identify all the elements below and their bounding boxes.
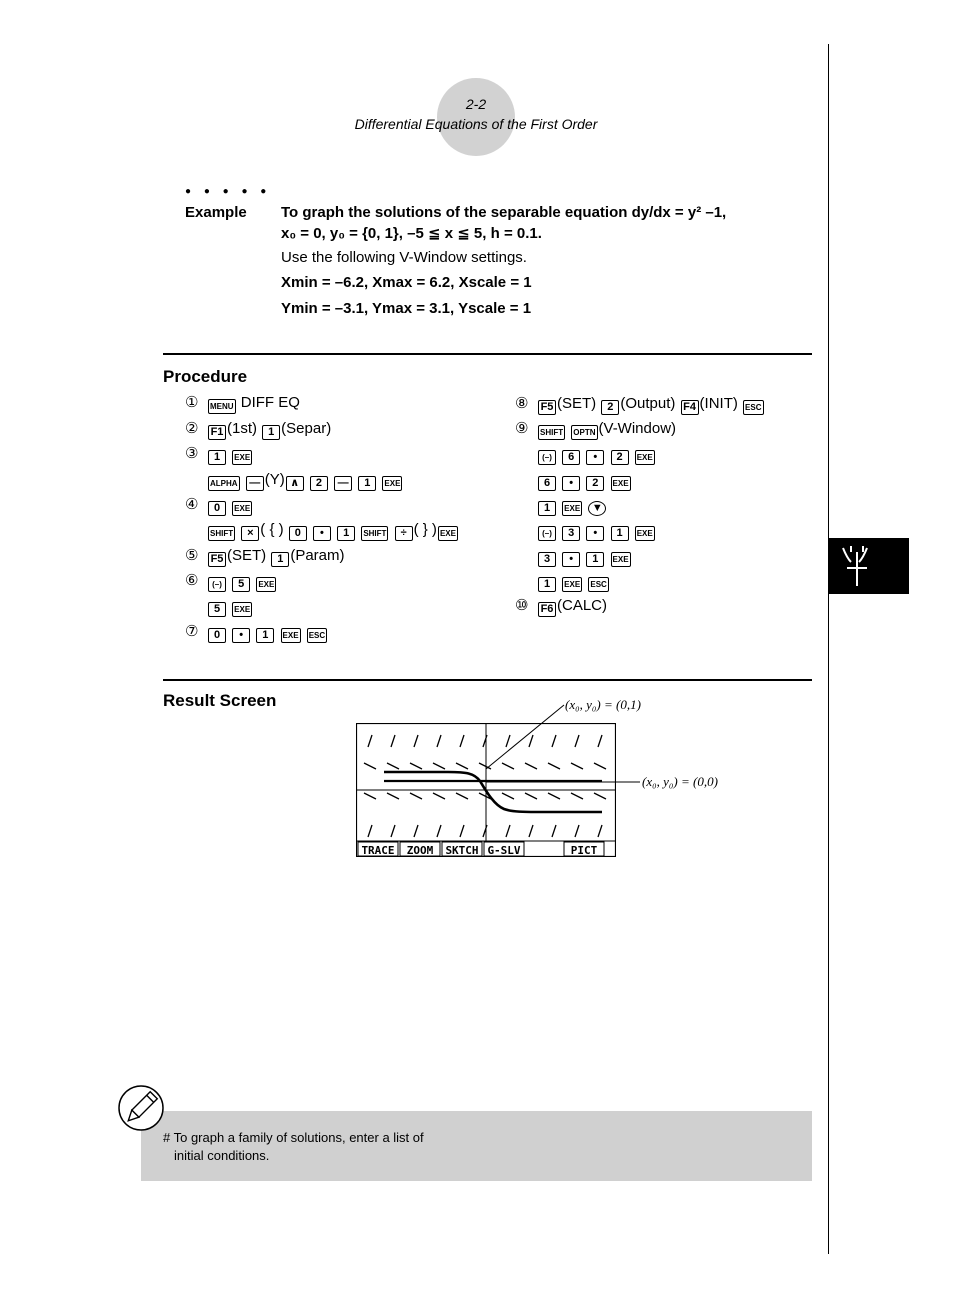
example-dots: ● ● ● ● ● [185,186,272,197]
note-line-2: initial conditions. [174,1148,270,1163]
step-number: ⑧ [515,395,529,412]
step-number: ⑩ [515,597,529,614]
step-6-line-2 [207,597,253,617]
key-6: 6 [562,450,580,465]
exe-key: EXE [232,501,252,516]
exe-key: EXE [256,577,276,592]
key-1: 1 [538,501,556,516]
key-1: 1 [358,476,376,491]
shift-key: SHIFT [361,526,388,541]
step-9-line-6 [537,547,632,567]
step-text: ( { ) [260,521,284,538]
step-9-line-3 [537,471,632,491]
cursor-down-key: ▼ [588,501,606,516]
diff-eq-tab-icon [829,538,909,594]
step-text: (Output) [620,395,676,412]
callout-lines [480,700,650,800]
function-menu [358,842,604,857]
step-2 [185,420,331,440]
key-3: 3 [538,552,556,567]
step-9-line-7 [537,572,610,592]
example-line-1: To graph the solutions of the separable equation dy/dx = y² –1, [281,204,727,221]
f5-key: F5 [538,400,556,415]
result-heading: Result Screen [163,691,277,710]
step-text: (SET) [557,395,597,412]
example-line-4: Xmin = –6.2, Xmax = 6.2, Xscale = 1 [281,274,532,291]
dot-key: • [562,476,580,491]
step-4-line-2 [207,521,459,541]
step-text: (Y) [264,471,285,488]
step-text: (CALC) [557,597,608,614]
f1-key: F1 [208,425,226,440]
step-10 [515,597,607,617]
key-0: 0 [289,526,307,541]
step-number: ⑦ [185,623,199,640]
key-5: 5 [232,577,250,592]
step-number: ⑤ [185,547,199,564]
exe-key: EXE [232,450,252,465]
key-0: 0 [208,501,226,516]
key-2: 2 [601,400,619,415]
margin-rule [828,44,829,1254]
procedure-heading: Procedure [163,367,248,386]
example-line-2: x₀ = 0, y₀ = {0, 1}, –5 ≦ x ≦ 5, h = 0.1. [281,225,542,242]
exe-key: EXE [281,628,301,643]
note-text [163,1129,424,1165]
step-text: (V-Window) [598,420,677,437]
f5-key: F5 [208,552,226,567]
example-line-5: Ymin = –3.1, Ymax = 3.1, Yscale = 1 [281,300,532,317]
step-text: (SET) [227,547,267,564]
step-7 [185,623,328,643]
key-1: 1 [256,628,274,643]
step-text: ( } ) [413,521,437,538]
shift-key: SHIFT [538,425,565,440]
esc-key: ESC [743,400,763,415]
exe-key: EXE [232,602,252,617]
example-label: Example [185,204,247,221]
exe-key: EXE [382,476,402,491]
key-1: 1 [538,577,556,592]
chapter-tab [829,538,909,594]
minus-key: — [334,476,352,491]
step-text: DIFF EQ [240,394,300,411]
key-1: 1 [337,526,355,541]
divide-key: ÷ [395,526,413,541]
shift-key: SHIFT [208,526,235,541]
key-1: 1 [208,450,226,465]
step-9-line-5 [537,521,656,541]
exe-key: EXE [611,476,631,491]
key-1: 1 [262,425,280,440]
key-6: 6 [538,476,556,491]
note-line-1: # To graph a family of solutions, enter a list of [163,1130,424,1145]
power-key: ∧ [286,476,304,491]
step-number: ① [185,394,199,411]
step-3-line-2 [207,471,403,491]
key-1: 1 [271,552,289,567]
dot-key: • [586,526,604,541]
exe-key: EXE [611,552,631,567]
dot-key: • [232,628,250,643]
page-number: 2-2 [465,96,487,112]
dot-key: • [586,450,604,465]
esc-key: ESC [588,577,608,592]
step-number: ② [185,420,199,437]
esc-key: ESC [307,628,327,643]
step-4 [185,496,253,516]
callout-initial-1: (x₀, y₀) = (0,1) [565,697,641,712]
function-key-label: PICT [570,844,598,857]
comma-key: • [313,526,331,541]
step-text: (Separ) [281,420,332,437]
step-number: ④ [185,496,199,513]
step-9 [515,420,676,440]
step-9-line-2 [537,445,656,465]
step-text: (Param) [290,547,345,564]
key-2: 2 [310,476,328,491]
exe-key: EXE [562,577,582,592]
step-text: (INIT) [699,395,738,412]
example-line-3: Use the following V-Window settings. [281,249,527,266]
function-key-label: SKTCH [445,844,479,857]
pencil-note-icon [117,1084,165,1132]
key-0: 0 [208,628,226,643]
function-key-label: TRACE [361,844,395,857]
result-rule [163,679,812,681]
exe-key: EXE [635,450,655,465]
key-2: 2 [611,450,629,465]
procedure-rule [163,353,812,355]
step-8 [515,395,765,415]
menu-key: MENU [208,399,236,414]
negative-key: (–) [208,577,226,592]
exe-key: EXE [562,501,582,516]
callout-line-1 [486,705,564,769]
step-text: (1st) [227,420,257,437]
minus-key: — [246,476,264,491]
negative-key: (–) [538,526,556,541]
step-9-line-4 [537,496,607,516]
key-1: 1 [611,526,629,541]
key-3: 3 [562,526,580,541]
exe-key: EXE [635,526,655,541]
optn-key: OPTN [571,425,597,440]
function-key-label: ZOOM [406,844,434,857]
step-number: ⑥ [185,572,199,589]
key-5: 5 [208,602,226,617]
key-1: 1 [586,552,604,567]
step-3 [185,445,253,465]
function-key-label: G-SLV [487,844,521,857]
f6-key: F6 [538,602,556,617]
multiply-key: × [241,526,259,541]
dot-key: • [562,552,580,567]
page-title: Differential Equations of the First Order [354,116,598,132]
step-5 [185,547,345,567]
step-number: ⑨ [515,420,529,437]
callout-initial-0: (x₀, y₀) = (0,0) [642,774,718,789]
step-6 [185,572,277,592]
negative-key: (–) [538,450,556,465]
step-number: ③ [185,445,199,462]
step-1 [185,394,300,414]
f4-key: F4 [681,400,699,415]
exe-key: EXE [438,526,458,541]
alpha-key: ALPHA [208,476,240,491]
key-2: 2 [586,476,604,491]
